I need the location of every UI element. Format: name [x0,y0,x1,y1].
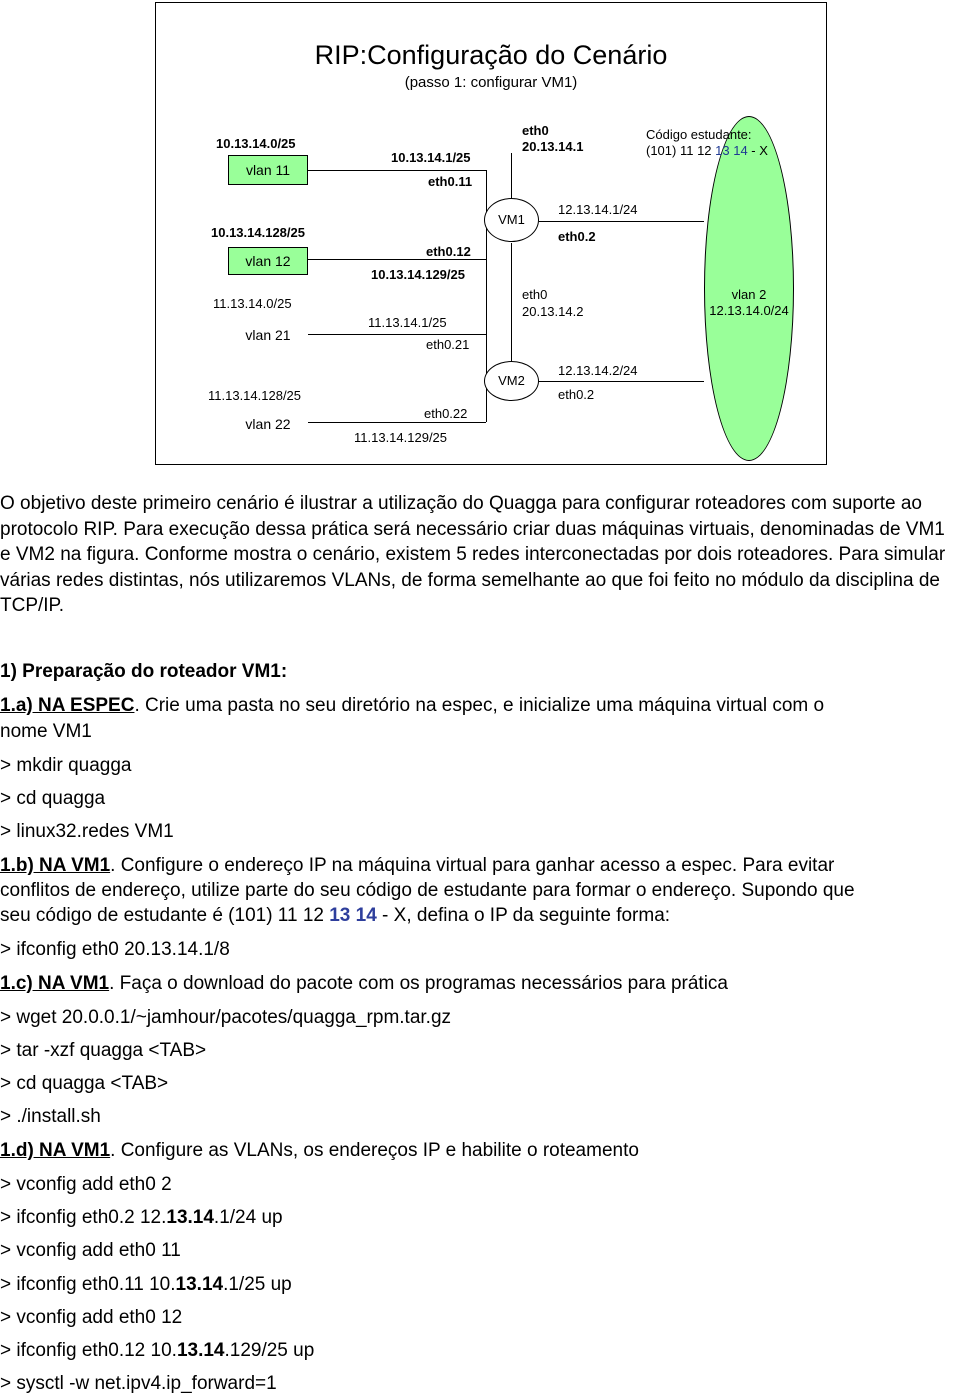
command-line: > ifconfig eth0.12 10.13.14.129/25 up [0,1340,315,1361]
if-label: eth0.21 [426,337,470,352]
command-line: > ifconfig eth0.11 10.13.14.1/25 up [0,1274,292,1295]
vlan-2-name: vlan 2 [731,287,767,302]
command-line: > sysctl -w net.ipv4.ip_forward=1 [0,1373,277,1394]
step-1d-line: 1.d) NA VM1. Configure as VLANs, os endereços IP e habilite o roteamento [0,1140,639,1161]
vm1-vm2-link [511,243,512,363]
vm1-vlan2-if: eth0.2 [558,229,596,244]
vm1-eth0-ip: 20.13.14.1 [522,139,584,154]
diagram-subtitle: (passo 1: configurar VM1) [404,74,578,91]
link-vlan12 [308,259,486,260]
if-label: 11.13.14.1/25 [368,315,447,330]
command-line: > wget 20.0.0.1/~jamhour/pacotes/quagga_rpm.tar.gz [0,1007,452,1028]
vlan-22-box: vlan 22 [245,416,291,432]
link-vlan22 [308,422,486,423]
step-1b-line1: 1.b) NA VM1. Configure o endereço IP na máquina virtual para ganhar acesso a espec. Para evitar [0,855,835,876]
network-10-13-14-128: 10.13.14.128/25 [211,225,305,240]
vm1-vlan2-ip: 12.13.14.1/24 [558,202,638,217]
vm1-router: VM1 [484,198,539,242]
if-label: 10.13.14.1/25 [391,150,471,165]
vm1-eth0-link [511,153,512,198]
if-label: eth0.11 [428,174,473,189]
if-label: 10.13.14.129/25 [371,267,465,282]
vlan-11-box: vlan 11 [228,155,308,185]
network-11-13-14-0: 11.13.14.0/25 [213,296,292,311]
if-label: eth0.12 [426,244,471,259]
command-line: > mkdir quagga [0,755,132,776]
command-line: > cd quagga [0,788,106,809]
section-1-heading: 1) Preparação do roteador VM1: [0,661,288,682]
link-vlan21 [308,334,486,335]
network-10-13-14-0: 10.13.14.0/25 [216,136,296,151]
step-1b-line2: conflitos de endereço, utilize parte do seu código de estudante para formar o endereço. Supondo que [0,880,855,901]
command-line: > ifconfig eth0.2 12.13.14.1/24 up [0,1207,283,1228]
diagram-title: RIP:Configuração do Cenário [314,40,668,70]
scenario-diagram [155,2,827,465]
vlan-2-net: 12.13.14.0/24 [709,303,789,318]
vlan-12-box: vlan 12 [228,247,308,275]
step-1c-line: 1.c) NA VM1. Faça o download do pacote com os programas necessários para prática [0,973,729,994]
vm2-vlan2-link [539,381,704,382]
vm1-eth0-label: eth0 [522,123,549,138]
vm2-vlan2-if: eth0.2 [558,387,595,402]
vm2-vlan2-ip: 12.13.14.2/24 [558,363,638,378]
command-line: > linux32.redes VM1 [0,821,174,842]
vm2-router: VM2 [484,361,539,401]
student-code-label: Código estudante: [646,127,752,142]
network-11-13-14-128: 11.13.14.128/25 [208,388,302,403]
command-line: > tar -xzf quagga <TAB> [0,1040,207,1061]
vm1-vlan2-link [539,221,704,222]
command-line: > vconfig add eth0 11 [0,1240,181,1261]
step-1a-line2: nome VM1 [0,721,92,742]
command-line: > vconfig add eth0 12 [0,1307,183,1328]
vm2-eth0-ip: 20.13.14.2 [522,304,584,319]
command-line: > vconfig add eth0 2 [0,1174,172,1195]
step-1b-line3: seu código de estudante é (101) 11 12 13 14 - X, defina o IP da seguinte forma: [0,905,671,926]
vlan-21-box: vlan 21 [245,327,291,343]
command-line: > ./install.sh [0,1106,101,1127]
intro-paragraph: O objetivo deste primeiro cenário é ilustrar a utilização do Quagga para configurar roteadores com suporte ao protocolo RIP. Para execução dessa prática será necessário criar duas máquinas virtuais, denominadas de VM1 e VM2 na figura. Conforme mostra o cenário, existem 5 redes interconectadas por dois roteadores. Para simular várias redes distintas, nós utilizaremos VLANs, de forma semelhante ao que foi feito no módulo da disciplina de TCP/IP. [0,493,946,616]
link-vlan11 [308,170,486,171]
command-line: > cd quagga <TAB> [0,1073,169,1094]
step-1a-line1: 1.a) NA ESPEC. Crie uma pasta no seu diretório na espec, e inicialize uma máquina virtual com o [0,695,825,716]
vm2-eth0-label: eth0 [522,287,548,302]
if-label: 11.13.14.129/25 [354,430,448,445]
student-code-value: (101) 11 12 13 14 - X [646,143,768,158]
if-label: eth0.22 [424,406,468,421]
command-line: > ifconfig eth0 20.13.14.1/8 [0,939,230,960]
